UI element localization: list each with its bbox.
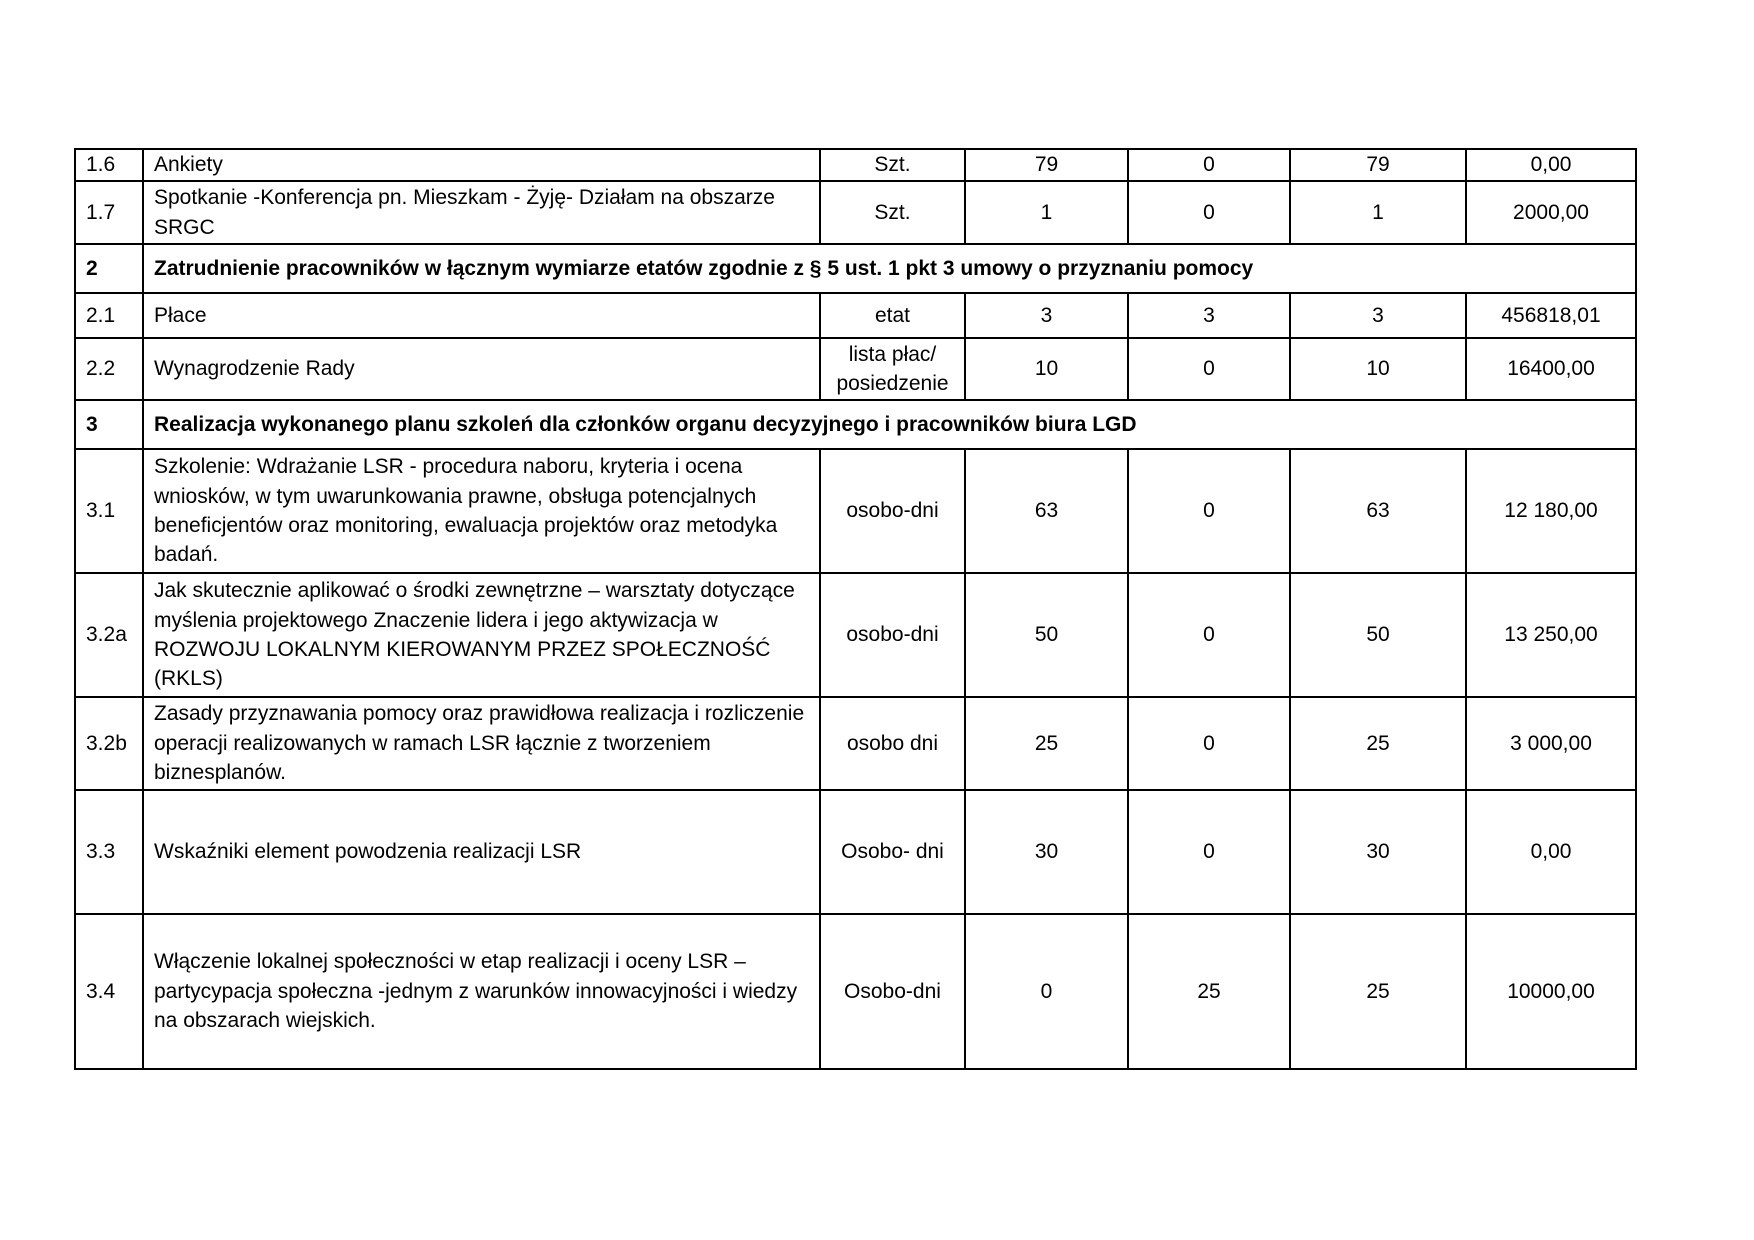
quantity-cell: 50 xyxy=(1290,573,1466,697)
unit-cell: Szt. xyxy=(820,181,965,244)
unit-cell: Osobo- dni xyxy=(820,790,965,914)
section-row xyxy=(75,244,1636,293)
item-description: Szkolenie: Wdrażanie LSR - procedura naboru, kryteria i ocena wniosków, w tym uwarunkowania prawne, obsługa potencjalnych beneficjentów oraz monitoring, ewaluacja projektów oraz metodyka badań. xyxy=(143,449,820,573)
quantity-cell: 50 xyxy=(965,573,1128,697)
quantity-cell: 63 xyxy=(965,449,1128,573)
amount-cell: 3 000,00 xyxy=(1466,697,1636,790)
quantity-cell: 63 xyxy=(1290,449,1466,573)
quantity-cell: 0 xyxy=(1128,149,1290,181)
table-row xyxy=(75,449,1636,573)
row-number: 3.2b xyxy=(75,697,143,790)
table-body xyxy=(75,149,1636,1069)
table-row xyxy=(75,149,1636,181)
quantity-cell: 0 xyxy=(1128,181,1290,244)
item-description: Spotkanie -Konferencja pn. Mieszkam - Żyję- Działam na obszarze SRGC xyxy=(143,181,820,244)
amount-cell: 12 180,00 xyxy=(1466,449,1636,573)
row-number: 3 xyxy=(75,400,143,449)
row-number: 3.4 xyxy=(75,914,143,1069)
item-description: Zasady przyznawania pomocy oraz prawidłowa realizacja i rozliczenie operacji realizowanych w ramach LSR łącznie z tworzeniem biznesplanów. xyxy=(143,697,820,790)
item-description: Ankiety xyxy=(143,149,820,181)
quantity-cell: 79 xyxy=(1290,149,1466,181)
quantity-cell: 10 xyxy=(1290,338,1466,400)
budget-table xyxy=(74,148,1637,1070)
table-row xyxy=(75,914,1636,1069)
amount-cell: 10000,00 xyxy=(1466,914,1636,1069)
row-number: 1.6 xyxy=(75,149,143,181)
unit-cell: Osobo-dni xyxy=(820,914,965,1069)
amount-cell: 13 250,00 xyxy=(1466,573,1636,697)
quantity-cell: 0 xyxy=(1128,790,1290,914)
unit-cell: lista płac/ posiedzenie xyxy=(820,338,965,400)
quantity-cell: 25 xyxy=(1128,914,1290,1069)
unit-cell: osobo-dni xyxy=(820,449,965,573)
item-description: Jak skutecznie aplikować o środki zewnętrzne – warsztaty dotyczące myślenia projektowego Znaczenie lidera i jego aktywizacja w ROZWOJU LOKALNYM KIEROWANYM PRZEZ SPOŁECZNOŚĆ (RKLS) xyxy=(143,573,820,697)
quantity-cell: 79 xyxy=(965,149,1128,181)
table-row xyxy=(75,181,1636,244)
table-row xyxy=(75,573,1636,697)
unit-cell: Szt. xyxy=(820,149,965,181)
row-number: 1.7 xyxy=(75,181,143,244)
quantity-cell: 3 xyxy=(1290,293,1466,338)
quantity-cell: 0 xyxy=(965,914,1128,1069)
quantity-cell: 0 xyxy=(1128,573,1290,697)
unit-cell: etat xyxy=(820,293,965,338)
quantity-cell: 1 xyxy=(1290,181,1466,244)
quantity-cell: 1 xyxy=(965,181,1128,244)
section-row xyxy=(75,400,1636,449)
amount-cell: 456818,01 xyxy=(1466,293,1636,338)
amount-cell: 0,00 xyxy=(1466,790,1636,914)
quantity-cell: 30 xyxy=(965,790,1128,914)
section-title: Realizacja wykonanego planu szkoleń dla członków organu decyzyjnego i pracowników biura LGD xyxy=(143,400,1636,449)
section-title: Zatrudnienie pracowników w łącznym wymiarze etatów zgodnie z § 5 ust. 1 pkt 3 umowy o przyznaniu pomocy xyxy=(143,244,1636,293)
quantity-cell: 0 xyxy=(1128,338,1290,400)
row-number: 2 xyxy=(75,244,143,293)
amount-cell: 0,00 xyxy=(1466,149,1636,181)
quantity-cell: 3 xyxy=(965,293,1128,338)
table-row xyxy=(75,790,1636,914)
item-description: Włączenie lokalnej społeczności w etap realizacji i oceny LSR – partycypacja społeczna -jednym z warunków innowacyjności i wiedzy na obszarach wiejskich. xyxy=(143,914,820,1069)
amount-cell: 16400,00 xyxy=(1466,338,1636,400)
amount-cell: 2000,00 xyxy=(1466,181,1636,244)
item-description: Wynagrodzenie Rady xyxy=(143,338,820,400)
row-number: 2.2 xyxy=(75,338,143,400)
quantity-cell: 30 xyxy=(1290,790,1466,914)
item-description: Wskaźniki element powodzenia realizacji LSR xyxy=(143,790,820,914)
table-row xyxy=(75,293,1636,338)
quantity-cell: 10 xyxy=(965,338,1128,400)
quantity-cell: 25 xyxy=(1290,914,1466,1069)
quantity-cell: 25 xyxy=(1290,697,1466,790)
quantity-cell: 25 xyxy=(965,697,1128,790)
row-number: 3.2a xyxy=(75,573,143,697)
item-description: Płace xyxy=(143,293,820,338)
table-row xyxy=(75,338,1636,400)
quantity-cell: 0 xyxy=(1128,697,1290,790)
row-number: 2.1 xyxy=(75,293,143,338)
table-row xyxy=(75,697,1636,790)
row-number: 3.1 xyxy=(75,449,143,573)
quantity-cell: 3 xyxy=(1128,293,1290,338)
unit-cell: osobo dni xyxy=(820,697,965,790)
row-number: 3.3 xyxy=(75,790,143,914)
quantity-cell: 0 xyxy=(1128,449,1290,573)
unit-cell: osobo-dni xyxy=(820,573,965,697)
